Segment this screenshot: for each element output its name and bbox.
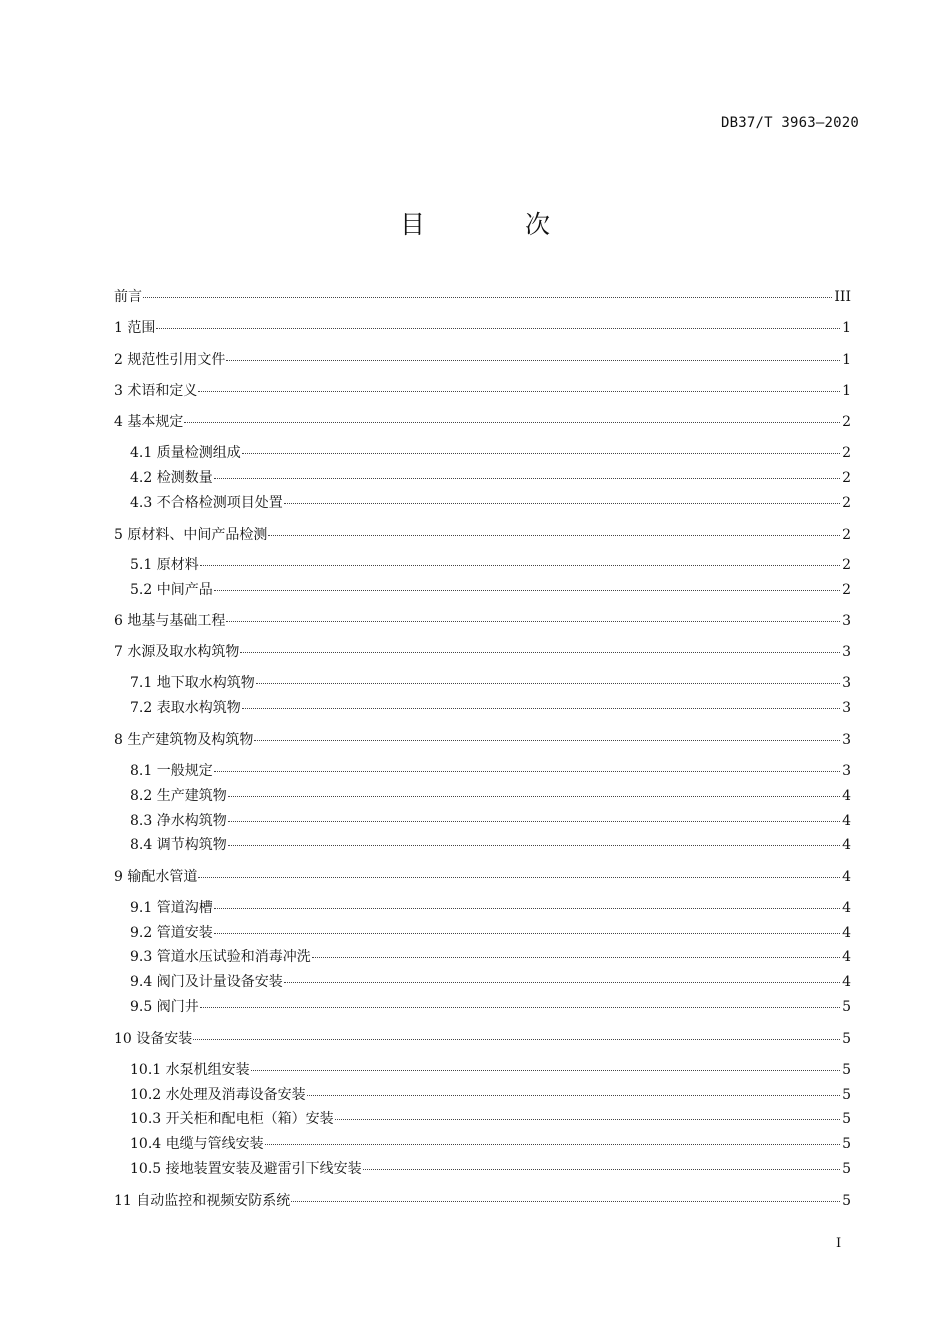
toc-entry-label: 8.2 生产建筑物: [130, 788, 227, 804]
toc-entry[interactable]: [114, 729, 851, 751]
toc-leader-dots: [214, 771, 840, 772]
toc-leader-dots: [214, 590, 840, 591]
toc-entry-label: 8 生产建筑物及构筑物: [114, 732, 254, 748]
toc-entry[interactable]: [130, 760, 851, 782]
toc-entry-page: 4: [842, 813, 851, 829]
toc-entry-label: 4 基本规定: [114, 414, 184, 430]
toc-title: 目 次: [400, 210, 596, 239]
toc-entry-label: 9.4 阀门及计量设备安装: [130, 974, 283, 990]
toc-entry-label: 8.3 净水构筑物: [130, 813, 227, 829]
toc-entry[interactable]: [114, 524, 851, 546]
toc-entry-label: 7.1 地下取水构筑物: [130, 675, 255, 691]
toc-entry[interactable]: [130, 810, 851, 832]
toc-entry[interactable]: [130, 946, 851, 968]
toc-entry[interactable]: [130, 922, 851, 944]
toc-entry-label: 4.1 质量检测组成: [130, 445, 241, 461]
toc-leader-dots: [156, 328, 840, 329]
toc-entry-label: 10.4 电缆与管线安装: [130, 1136, 264, 1152]
toc-entry[interactable]: [130, 785, 851, 807]
toc-leader-dots: [254, 740, 840, 741]
toc-entry-page: 4: [842, 949, 851, 965]
toc-entry[interactable]: [130, 971, 851, 993]
toc-entry-page: 4: [842, 925, 851, 941]
toc-entry[interactable]: [114, 411, 851, 433]
toc-entry-page: 4: [842, 900, 851, 916]
toc-entry-page: 5: [842, 1193, 851, 1209]
toc-entry[interactable]: [130, 1158, 851, 1180]
toc-entry-label: 9.2 管道安装: [130, 925, 213, 941]
toc-entry-label: 11 自动监控和视频安防系统: [114, 1193, 291, 1209]
toc-leader-dots: [228, 796, 840, 797]
toc-entry-label: 2 规范性引用文件: [114, 352, 226, 368]
toc-entry[interactable]: [130, 1133, 851, 1155]
toc-entry[interactable]: [130, 672, 851, 694]
toc-leader-dots: [198, 391, 840, 392]
toc-entry-label: 4.3 不合格检测项目处置: [130, 495, 283, 511]
toc-leader-dots: [251, 1070, 840, 1071]
toc-entry-page: 1: [842, 352, 851, 368]
document-code: DB37/T 3963—2020: [720, 115, 859, 131]
toc-entry-label: 9.5 阀门井: [130, 999, 199, 1015]
toc-entry[interactable]: [130, 834, 851, 856]
toc-entry-label: 7 水源及取水构筑物: [114, 644, 240, 660]
toc-entry-page: 5: [842, 1031, 851, 1047]
toc-entry-page: 3: [842, 763, 851, 779]
toc-entry-label: 9.1 管道沟槽: [130, 900, 213, 916]
toc-leader-dots: [256, 683, 840, 684]
toc-entry[interactable]: [130, 1108, 851, 1130]
toc-entry[interactable]: [114, 610, 851, 632]
toc-entry-page: 2: [842, 445, 851, 461]
toc-entry-page: 4: [842, 788, 851, 804]
toc-entry-page: 3: [842, 675, 851, 691]
toc-leader-dots: [335, 1119, 840, 1120]
toc-leader-dots: [284, 982, 840, 983]
toc-entry-page: 2: [842, 414, 851, 430]
toc-leader-dots: [363, 1169, 840, 1170]
toc-entry-label: 10.1 水泵机组安装: [130, 1062, 250, 1078]
toc-leader-dots: [193, 1039, 840, 1040]
toc-entry[interactable]: [114, 349, 851, 371]
toc-entry[interactable]: [130, 897, 851, 919]
toc-entry[interactable]: [130, 579, 851, 601]
toc-leader-dots: [214, 908, 840, 909]
toc-leader-dots: [143, 297, 832, 298]
toc-entry[interactable]: [114, 286, 851, 308]
toc-entry-page: 5: [842, 1062, 851, 1078]
toc-leader-dots: [214, 478, 840, 479]
toc-entry[interactable]: [130, 492, 851, 514]
toc-entry[interactable]: [114, 317, 851, 339]
toc-entry-label: 9.3 管道水压试验和消毒冲洗: [130, 949, 311, 965]
toc-entry-page: 2: [842, 582, 851, 598]
toc-leader-dots: [226, 360, 840, 361]
toc-entry-label: 10.3 开关柜和配电柜（箱）安装: [130, 1111, 334, 1127]
toc-entry-page: 3: [842, 613, 851, 629]
toc-entry-label: 5.2 中间产品: [130, 582, 213, 598]
toc-entry-page: 5: [842, 1161, 851, 1177]
toc-entry-label: 前言: [114, 289, 142, 305]
toc-entry-label: 6 地基与基础工程: [114, 613, 226, 629]
toc-entry[interactable]: [130, 467, 851, 489]
toc-entry-label: 9 输配水管道: [114, 869, 198, 885]
toc-leader-dots: [198, 877, 840, 878]
toc-leader-dots: [228, 821, 840, 822]
toc-entry-page: 3: [842, 700, 851, 716]
toc-entry[interactable]: [130, 554, 851, 576]
toc-entry[interactable]: [114, 380, 851, 402]
toc-entry[interactable]: [130, 1059, 851, 1081]
toc-leader-dots: [214, 933, 840, 934]
toc-entry-label: 5.1 原材料: [130, 557, 199, 573]
toc-leader-dots: [228, 845, 840, 846]
toc-leader-dots: [200, 565, 840, 566]
toc-entry-label: 10.2 水处理及消毒设备安装: [130, 1087, 306, 1103]
toc-entry[interactable]: [114, 866, 851, 888]
toc-entry-page: 2: [842, 470, 851, 486]
toc-entry-label: 3 术语和定义: [114, 383, 198, 399]
toc-entry-page: 4: [842, 837, 851, 853]
toc-leader-dots: [184, 422, 840, 423]
toc-entry-page: III: [834, 289, 851, 305]
toc-entry-page: 4: [842, 974, 851, 990]
toc-entry-page: 5: [842, 1136, 851, 1152]
toc-entry-page: 2: [842, 557, 851, 573]
page-number: I: [836, 1236, 842, 1251]
toc-entry-page: 2: [842, 495, 851, 511]
toc-entry-page: 1: [842, 320, 851, 336]
toc-entry-page: 5: [842, 999, 851, 1015]
toc-entry-label: 7.2 表取水构筑物: [130, 700, 241, 716]
toc-entry-page: 3: [842, 644, 851, 660]
toc-leader-dots: [242, 453, 840, 454]
toc-entry-label: 5 原材料、中间产品检测: [114, 527, 268, 543]
toc-entry-page: 1: [842, 383, 851, 399]
toc-entry-page: 2: [842, 527, 851, 543]
toc-entry-label: 8.4 调节构筑物: [130, 837, 227, 853]
toc-leader-dots: [265, 1144, 840, 1145]
toc-entry[interactable]: [114, 641, 851, 663]
toc-entry[interactable]: [114, 1190, 851, 1212]
toc-entry-page: 4: [842, 869, 851, 885]
toc-leader-dots: [200, 1007, 840, 1008]
toc-entry-page: 3: [842, 732, 851, 748]
toc-leader-dots: [284, 503, 840, 504]
toc-entry-label: 8.1 一般规定: [130, 763, 213, 779]
toc-leader-dots: [240, 652, 840, 653]
toc-entry-label: 1 范围: [114, 320, 156, 336]
toc-leader-dots: [226, 621, 840, 622]
toc-leader-dots: [291, 1201, 840, 1202]
toc-leader-dots: [312, 957, 840, 958]
toc-leader-dots: [307, 1095, 840, 1096]
toc-entry-label: 10 设备安装: [114, 1031, 193, 1047]
toc-entry-page: 5: [842, 1087, 851, 1103]
toc-entry-page: 5: [842, 1111, 851, 1127]
toc-entry-label: 10.5 接地装置安装及避雷引下线安装: [130, 1161, 362, 1177]
toc-entry-label: 4.2 检测数量: [130, 470, 213, 486]
toc-leader-dots: [268, 535, 840, 536]
toc-entry[interactable]: [130, 442, 851, 464]
toc-entry[interactable]: [130, 1084, 851, 1106]
toc-entry[interactable]: [130, 996, 851, 1018]
toc-entry[interactable]: [114, 1028, 851, 1050]
toc-entry[interactable]: [130, 697, 851, 719]
toc-leader-dots: [242, 708, 840, 709]
